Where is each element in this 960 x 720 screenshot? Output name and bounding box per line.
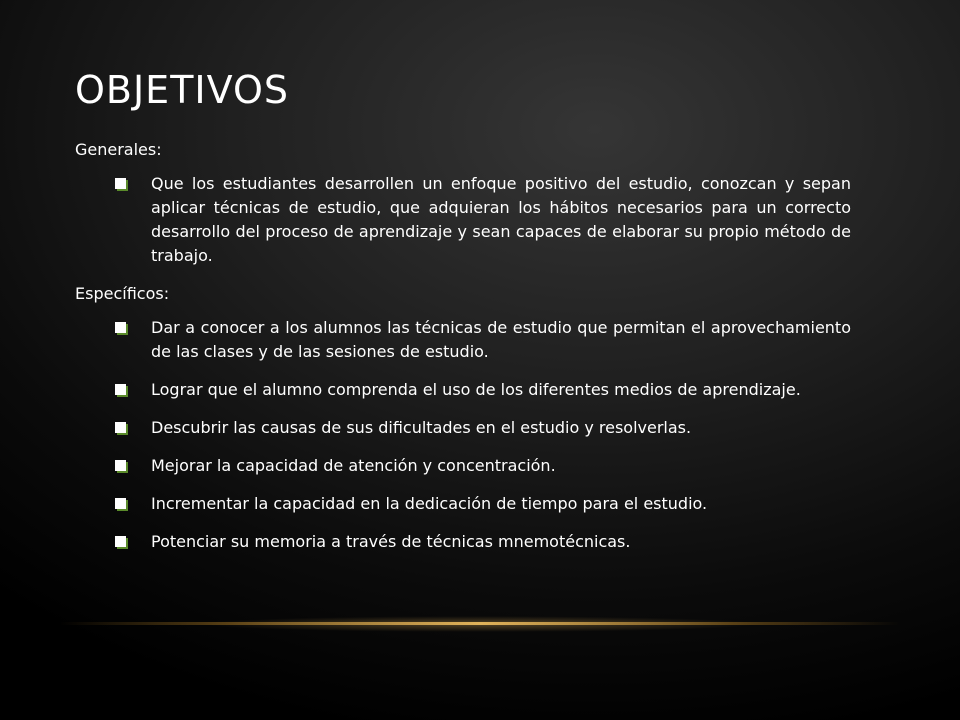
list-item <box>115 492 851 516</box>
bullet-text: Potenciar su memoria a través de técnicas mnemotécnicas. <box>151 532 631 551</box>
bullet-text: Mejorar la capacidad de atención y concentración. <box>151 456 556 475</box>
section-heading-generales: Generales: <box>75 140 162 159</box>
square-bullet-icon <box>115 422 126 433</box>
bullet-text: Incrementar la capacidad en la dedicación de tiempo para el estudio. <box>151 494 708 513</box>
section-heading-especificos: Específicos: <box>75 284 170 303</box>
bullet-text: Descubrir las causas de sus dificultades en el estudio y resolverlas. <box>151 418 692 437</box>
bullet-list-especificos <box>75 316 865 554</box>
list-item <box>115 416 851 440</box>
list-item <box>115 316 851 364</box>
square-bullet-icon <box>115 460 126 471</box>
bullet-text: Que los estudiantes desarrollen un enfoque positivo del estudio, conozcan y sepan aplicar técnicas de estudio, que adquieran los hábitos necesarios para un correcto desarrollo del proceso de aprendizaje y sean capaces de elaborar su propio método de trabajo. <box>151 174 851 265</box>
bullet-list-generales <box>75 172 865 268</box>
divider-rule <box>60 622 900 625</box>
list-item <box>115 378 851 402</box>
square-bullet-icon <box>115 498 126 509</box>
bullet-text: Dar a conocer a los alumnos las técnicas de estudio que permitan el aprovechamiento de las clases y de las sesiones de estudio. <box>151 318 851 361</box>
square-bullet-icon <box>115 322 126 333</box>
square-bullet-icon <box>115 536 126 547</box>
list-item <box>115 454 851 478</box>
slide-title: OBJETIVOS <box>75 68 289 112</box>
bullet-text: Lograr que el alumno comprenda el uso de los diferentes medios de aprendizaje. <box>151 380 801 399</box>
square-bullet-icon <box>115 178 126 189</box>
square-bullet-icon <box>115 384 126 395</box>
slide-content <box>75 138 865 568</box>
list-item <box>115 530 851 554</box>
list-item <box>115 172 851 268</box>
